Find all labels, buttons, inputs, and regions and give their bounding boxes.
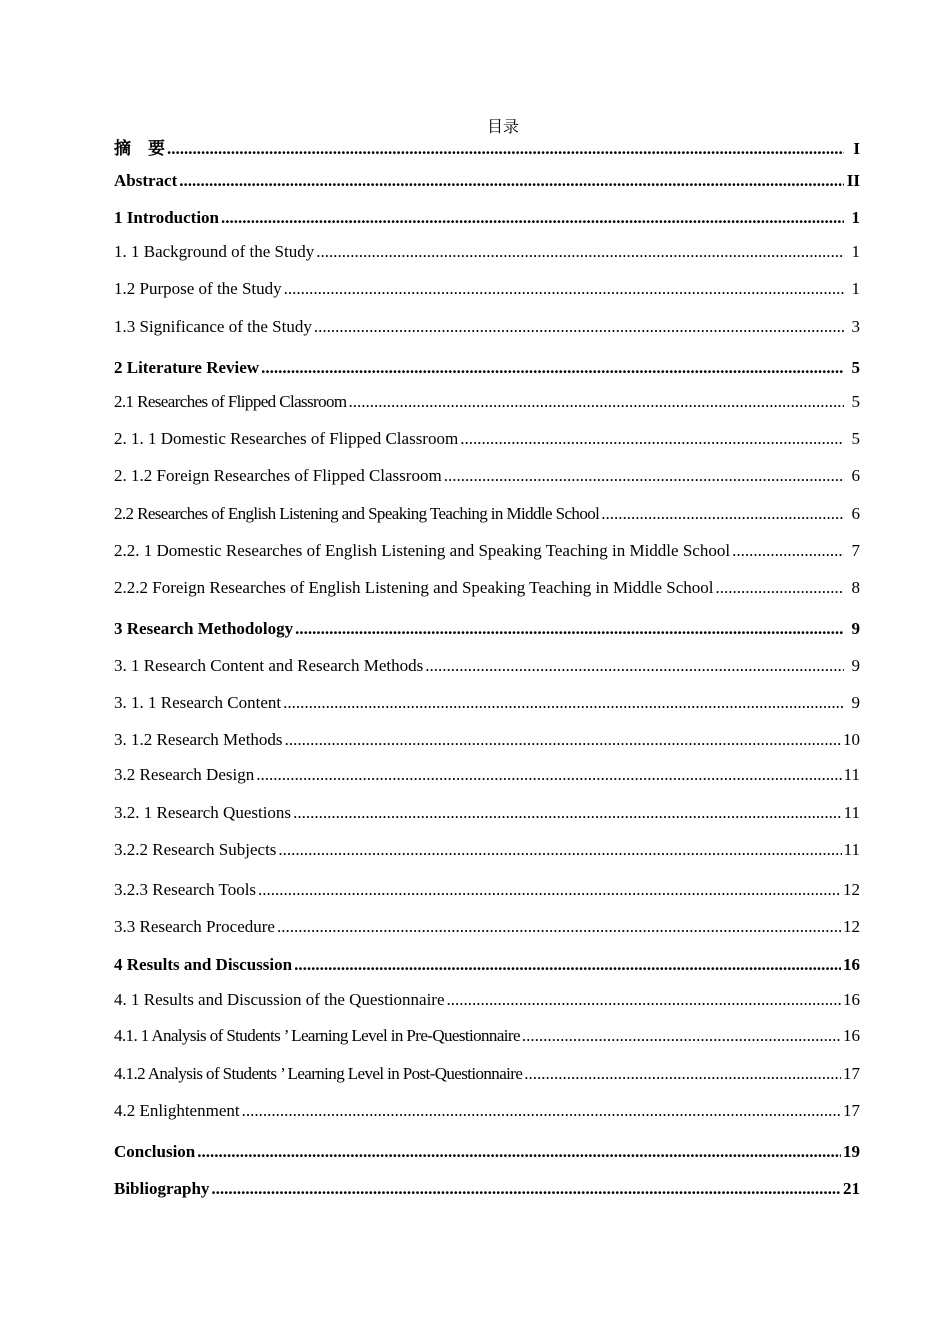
toc-entry	[114, 357, 860, 379]
toc-entry-text: Bibliography	[114, 1179, 210, 1198]
toc-entry-text: 1. 1 Background of the Study	[114, 242, 315, 261]
toc-entry-text: 4.1.2 Analysis of Students ’ Learning Level in Post-Questionnaire	[114, 1064, 523, 1083]
toc-leader-dots	[285, 729, 841, 751]
toc-leader-dots	[211, 1178, 841, 1200]
toc-entry-text: 3.2 Research Design	[114, 765, 255, 784]
toc-entry	[114, 764, 860, 786]
toc-entry	[114, 692, 860, 714]
toc-leader-dots	[295, 618, 844, 640]
toc-entry	[114, 138, 860, 160]
toc-leader-dots	[425, 655, 844, 677]
toc-leader-dots	[294, 954, 841, 976]
toc-entry-text: 2. 1.2 Foreign Researches of Flipped Classroom	[114, 466, 442, 485]
toc-entry-page: 8	[851, 578, 860, 597]
toc-entry-text: 3.2. 1 Research Questions	[114, 803, 292, 822]
toc-leader-dots	[256, 764, 841, 786]
toc-leader-dots	[349, 391, 844, 413]
toc-entry	[114, 839, 860, 861]
toc-entry-text: 3. 1.2 Research Methods	[114, 730, 283, 749]
toc-entry-text: 2.1 Researches of Flipped Classroom	[114, 392, 347, 411]
toc-entry-text: 2.2.2 Foreign Researches of English Listening and Speaking Teaching in Middle School	[114, 578, 714, 597]
toc-entry-text: 2 Literature Review	[114, 358, 260, 377]
toc-entry-page: II	[846, 171, 860, 190]
toc-entry-page: 16	[843, 1026, 860, 1045]
toc-leader-dots	[278, 839, 841, 861]
toc-entry	[114, 802, 860, 824]
toc-leader-dots	[284, 278, 844, 300]
toc-entry-page: 12	[843, 917, 860, 936]
toc-leader-dots	[179, 170, 844, 192]
toc-leader-dots	[447, 989, 841, 1011]
toc-entry-text: 1.3 Significance of the Study	[114, 317, 312, 336]
toc-entry-text: Abstract	[114, 171, 178, 190]
toc-entry-page: 6	[851, 504, 860, 523]
toc-leader-dots	[167, 138, 844, 160]
toc-leader-dots	[314, 316, 844, 338]
toc-entry	[114, 916, 860, 938]
toc-leader-dots	[444, 465, 844, 487]
toc-entry-text: Conclusion	[114, 1142, 196, 1161]
toc-leader-dots	[283, 692, 844, 714]
toc-entry-page: 10	[843, 730, 860, 749]
toc-entry-page: 17	[843, 1101, 860, 1120]
toc-leader-dots	[197, 1141, 841, 1163]
toc-leader-dots	[316, 241, 844, 263]
toc-leader-dots	[732, 540, 844, 562]
toc-entry-text: 3.3 Research Procedure	[114, 917, 275, 936]
toc-leader-dots	[277, 916, 841, 938]
toc-entry	[114, 729, 860, 751]
toc-entry-page: 21	[843, 1179, 860, 1198]
toc-entry-text: 4.2 Enlightenment	[114, 1101, 240, 1120]
toc-entry-page: 5	[851, 358, 860, 377]
toc-entry-text: 3. 1. 1 Research Content	[114, 693, 282, 712]
toc-entry-text: 3.2.2 Research Subjects	[114, 840, 277, 859]
toc-leader-dots	[524, 1063, 841, 1085]
toc-entry	[114, 207, 860, 229]
toc-entry-page: 11	[843, 803, 860, 822]
toc-entry-page: 6	[851, 466, 860, 485]
toc-leader-dots	[258, 879, 841, 901]
toc-leader-dots	[261, 357, 844, 379]
toc-entry-page: 11	[843, 840, 860, 859]
toc-entry	[114, 577, 860, 599]
toc-entry-page: 16	[843, 990, 860, 1009]
toc-entry-page: 7	[851, 541, 860, 560]
toc-leader-dots	[460, 428, 844, 450]
toc-entry-text: 3 Research Methodology	[114, 619, 294, 638]
toc-leader-dots	[601, 503, 844, 525]
toc-entry-page: 1	[851, 279, 860, 298]
toc-leader-dots	[716, 577, 844, 599]
toc-leader-dots	[293, 802, 842, 824]
toc-entry-page: 9	[851, 619, 860, 638]
toc-entry-page: 1	[851, 208, 860, 227]
toc-entry-page: 11	[843, 765, 860, 784]
toc-entry-text: 1.2 Purpose of the Study	[114, 279, 282, 298]
toc-entry-text: 2. 1. 1 Domestic Researches of Flipped Classroom	[114, 429, 459, 448]
toc-entry-text: 4 Results and Discussion	[114, 955, 293, 974]
toc-leader-dots	[221, 207, 844, 229]
toc-entry	[114, 278, 860, 300]
toc-entry-page: 5	[851, 392, 860, 411]
toc-entry-page: 5	[851, 429, 860, 448]
toc-entry	[114, 540, 860, 562]
toc-entry	[114, 170, 860, 192]
toc-entry	[114, 879, 860, 901]
toc-entry	[114, 241, 860, 263]
toc-entry-text: 3. 1 Research Content and Research Methods	[114, 656, 424, 675]
toc-entry-page: 9	[851, 693, 860, 712]
toc-title: 目录	[486, 117, 519, 136]
toc-entry	[114, 1141, 860, 1163]
toc-entry	[114, 1100, 860, 1122]
toc-entry	[114, 989, 860, 1011]
toc-entry-page: 16	[843, 955, 860, 974]
toc-entry-page: 3	[851, 317, 860, 336]
toc-entry-text: 2.2. 1 Domestic Researches of English Listening and Speaking Teaching in Middle School	[114, 541, 731, 560]
toc-entry	[114, 316, 860, 338]
toc-entry	[114, 954, 860, 976]
toc-entry-page: 17	[843, 1064, 860, 1083]
toc-entry-page: I	[853, 139, 860, 158]
toc-entry	[114, 1063, 860, 1085]
toc-entry	[114, 1025, 860, 1047]
toc-entry-page: 12	[843, 880, 860, 899]
toc-entry-text: 1 Introduction	[114, 208, 220, 227]
toc-entry-text: 摘 要	[114, 139, 165, 158]
toc-entry	[114, 618, 860, 640]
toc-entry-page: 19	[843, 1142, 860, 1161]
toc-entry-text: 4. 1 Results and Discussion of the Questionnaire	[114, 990, 445, 1009]
toc-leader-dots	[242, 1100, 841, 1122]
toc-entry	[114, 655, 860, 677]
toc-entry-page: 1	[851, 242, 860, 261]
toc-entry	[114, 391, 860, 413]
toc-entry	[114, 465, 860, 487]
toc-entry-text: 3.2.3 Research Tools	[114, 880, 257, 899]
toc-entry	[114, 428, 860, 450]
toc-entry	[114, 1178, 860, 1200]
toc-entry-text: 2.2 Researches of English Listening and Speaking Teaching in Middle School	[114, 504, 600, 523]
toc-leader-dots	[522, 1025, 841, 1047]
toc-entry	[114, 503, 860, 525]
toc-entry-text: 4.1. 1 Analysis of Students ’ Learning Level in Pre-Questionnaire	[114, 1026, 520, 1045]
toc-entry-page: 9	[851, 656, 860, 675]
